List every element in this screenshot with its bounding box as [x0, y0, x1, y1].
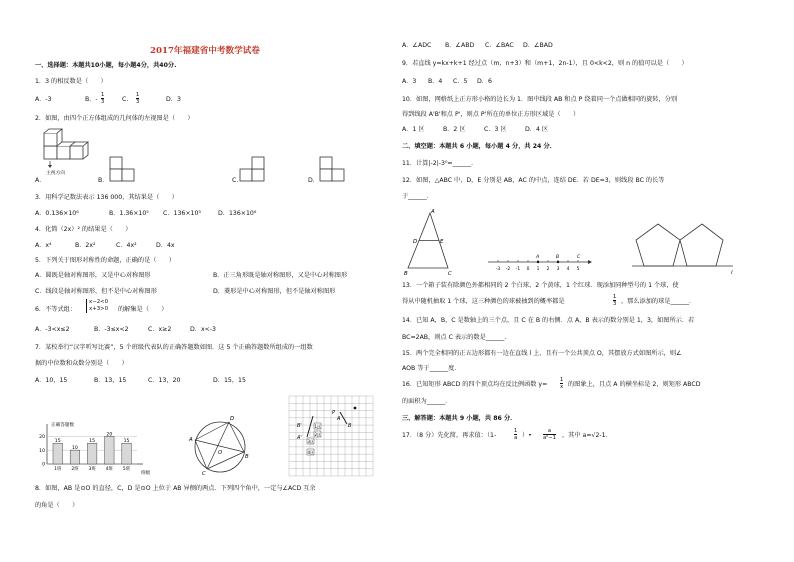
- grid-region-3: 3区: [307, 439, 315, 444]
- chart-data-label: 20: [106, 432, 113, 438]
- question-7-line-1: 7．某校举行“汉字听写比赛”，5 个班级代表队的正确答题数如图．这 5 个正确答题数所组成的一组数: [35, 344, 313, 351]
- circle-label-o: O: [218, 450, 223, 456]
- q7-option-d: D．15，15: [213, 377, 246, 384]
- question-16-line-1-prefix: 16．已知矩形 ABCD 的四个顶点均在反比例函数 y=: [402, 381, 548, 388]
- chart-x-tick-label: 4班: [105, 467, 113, 472]
- q10-option-c: C．3 区: [484, 126, 507, 133]
- chart-y-tick-label: 0: [42, 462, 45, 468]
- q7-bar-chart: [33, 418, 158, 478]
- fraction-denominator: 3: [613, 301, 617, 307]
- q12-triangle-figure: [400, 205, 460, 277]
- q8-option-a: A．∠ADC: [402, 42, 432, 49]
- section-1-heading: 一、选择题：本题共10小题，每小题4分，共40分.: [35, 62, 177, 69]
- fraction-numerator: a: [543, 428, 556, 435]
- q3-option-a: A．0.136×10⁶: [35, 210, 79, 217]
- question-12-line-1: 12．如图，△ABC 中，D，E 分别是 AB，AC 的中点，连结 DE．若 DE=3，则线段 BC 的长等: [402, 177, 665, 184]
- fraction-numerator: 1: [514, 428, 518, 434]
- q14-number-line: [485, 250, 595, 276]
- circle-label-a: A: [189, 437, 193, 443]
- q9-option-b: B．4: [428, 78, 443, 85]
- fraction-numerator: 1: [101, 92, 105, 98]
- grid-label-b-prime: B': [297, 423, 302, 429]
- q8-option-b: B．∠ABD: [445, 42, 475, 49]
- fraction-denominator: a²−1: [543, 435, 556, 441]
- circle-label-d: D: [230, 416, 235, 422]
- question-17-prefix: 17．（8 分）先化简，再求值：（1-: [402, 432, 497, 439]
- question-11: 11．计算|-2|-3⁰=______．: [402, 160, 478, 167]
- question-5: 5．下列关于图形对称性的命题，正确的是（ ）: [35, 257, 176, 264]
- fraction-denominator: 3: [101, 99, 105, 105]
- question-4: 4．化简（2x）² 的结果是（ ）: [35, 226, 132, 233]
- q1-option-b-fraction: [101, 92, 104, 105]
- q3-option-d: D．136×10⁶: [218, 210, 257, 217]
- q1-option-a: A．-3: [35, 96, 52, 103]
- chart-bar: [122, 443, 131, 464]
- q2-option-c: C．: [232, 177, 243, 184]
- question-1: 1．3 的相反数是（ ）: [35, 78, 107, 85]
- numline-label-c: C: [577, 255, 581, 260]
- q10-option-d: D．4 区: [525, 126, 549, 133]
- question-2: 2．如图，由四个正方体组成的几何体的左视图是（ ）: [35, 115, 194, 122]
- numline-tick-label: 1: [536, 267, 540, 272]
- question-17-middle: ）•: [522, 432, 532, 439]
- q2-option-b: B．: [98, 177, 109, 184]
- chart-x-tick-label: 5班: [122, 467, 131, 472]
- q8-circle-figure: [180, 410, 260, 480]
- grid-label-b: B: [348, 423, 352, 429]
- q15-pentagons-figure: [630, 218, 740, 276]
- numline-tick-label: -2: [505, 267, 511, 272]
- question-16-line-2: 的面积为______．: [402, 398, 452, 405]
- question-15-line-1: 15．两个完全相同的正五边形都有一边在直线 l 上，且有一个公共顶点 O，其摆放方式如图所示，则∠: [402, 350, 682, 357]
- triangle-label-d: D: [413, 239, 418, 245]
- q6-inequality-2: x+3>0: [89, 306, 109, 312]
- q2-option-d: D．: [308, 177, 319, 184]
- grid-region-2: 2区: [314, 432, 322, 437]
- q5-option-b: B．正三角形既是轴对称图形，又是中心对称图形: [213, 272, 348, 279]
- chart-y-tick-label: 20: [39, 434, 45, 440]
- grid-region-1: 1区: [314, 424, 322, 429]
- triangle-label-a: A: [431, 209, 435, 215]
- q4-option-c: C．4x²: [116, 242, 137, 249]
- q4-option-a: A．x⁴: [35, 242, 52, 249]
- q10-grid-figure: [287, 394, 377, 478]
- question-13-line-2-suffix: ，那么添加的球是______．: [621, 298, 696, 305]
- grid-label-a: A: [337, 416, 341, 422]
- fraction-numerator: 1: [136, 92, 140, 98]
- q1-option-c-fraction: [136, 92, 139, 105]
- q6-option-c: C．x≥2: [148, 326, 172, 333]
- chart-x-axis-label: 班级: [141, 471, 151, 476]
- grid-label-p: P: [332, 410, 336, 416]
- chart-data-label: 10: [72, 446, 78, 452]
- fraction-denominator: a: [514, 435, 518, 441]
- pentagon-line-label: l: [731, 270, 733, 276]
- chart-data-label: 15: [54, 439, 61, 445]
- question-6-suffix: 的解集是（ ）: [118, 306, 168, 313]
- fraction-denominator: 3: [136, 99, 140, 105]
- question-14-line-1: 14．已知 A，B，C 是数轴上的三个点，且 C 在 B 的右侧．点 A，B 表示的数分别是 1，3，如图所示．若: [402, 317, 695, 324]
- q9-option-a: A．3: [402, 78, 417, 85]
- section-2-heading: 二、填空题：本题共 6 小题，每小题 4 分，共 24 分．: [402, 143, 556, 150]
- triangle-label-e: E: [440, 239, 444, 245]
- question-7-line-2: 据的中位数和众数分别是（ ）: [35, 360, 128, 367]
- q1-option-d: D．3: [166, 96, 181, 103]
- q8-option-d: D．∠BAD: [523, 42, 553, 49]
- q7-option-c: C．13，20: [148, 377, 181, 384]
- q10-option-b: B．2 区: [443, 126, 466, 133]
- q17-fraction-2: [543, 428, 556, 441]
- q4-option-d: D．4x: [156, 242, 175, 249]
- q5-option-d: D．菱形是中心对称图形，但不是轴对称图形: [213, 288, 336, 295]
- question-10-line-1: 10．如图，网格纸上正方形小格的边长为 1．图中线段 AB 和点 P 绕着同一个点做相同的旋转，分别: [402, 96, 678, 103]
- q9-option-c: C．5: [453, 78, 468, 85]
- q3-option-c: C．136×10³: [163, 210, 201, 217]
- q1-option-b: B．-: [85, 96, 98, 103]
- chart-y-tick-label: 10: [39, 448, 45, 454]
- q6-inequality-system: [86, 299, 108, 313]
- question-3: 3．用科学记数法表示 136 000，其结果是（ ）: [35, 194, 178, 201]
- q2-option-b-figure: [108, 155, 138, 185]
- question-10-line-2: 得到线段 A'B'和点 P'，则点 P'所在的单位正方形区域是（ ）: [402, 111, 580, 118]
- q6-option-a: A．-3<x≤2: [35, 326, 70, 333]
- q5-option-a: A．圆既是轴对称图形，又是中心对称图形: [35, 272, 151, 279]
- question-15-line-2: AOB 等于______度．: [402, 365, 461, 372]
- q2-option-d-figure: [318, 155, 348, 185]
- question-14-line-2: BC=2AB，则点 C 表示的数是______．: [402, 334, 511, 341]
- q1-option-c: C．: [122, 96, 133, 103]
- circle-label-c: C: [202, 471, 206, 477]
- q7-option-a: A．10，15: [35, 377, 68, 384]
- q16-fraction: [560, 377, 563, 390]
- q17-fraction-1: [514, 428, 517, 441]
- q7-option-b: B．13，15: [94, 377, 127, 384]
- question-16-line-1-suffix: 的图象上，且点 A 的横坐标是 2，则矩形 ABCD: [568, 381, 701, 388]
- numline-label-a: A: [536, 255, 540, 260]
- q6-inequality-1: x−2<0: [89, 299, 109, 305]
- chart-bar: [53, 443, 62, 464]
- q6-option-d: D．x<-3: [190, 326, 216, 333]
- numline-tick-label: 2: [546, 267, 550, 272]
- q8-option-c: C．∠BAC: [485, 42, 514, 49]
- q2-option-a: A．: [35, 177, 46, 184]
- fraction-numerator: 1: [560, 377, 564, 383]
- q10-option-a: A．1 区: [402, 126, 425, 133]
- chart-bar: [87, 443, 96, 464]
- circle-label-b: B: [245, 454, 249, 460]
- question-17-suffix: ，其中 a=√2-1．: [562, 432, 612, 439]
- chart-data-label: 15: [123, 439, 130, 445]
- triangle-label-b: B: [404, 271, 408, 277]
- numline-tick-label: -3: [495, 267, 501, 272]
- chart-x-tick-label: 2班: [71, 467, 79, 472]
- question-9: 9．若直线 y=kx+k+1 经过点（m，n+3）和（m+1，2n-1），且 0<k<2，则 n 的值可以是（ ）: [402, 60, 688, 67]
- chart-data-label: 15: [89, 439, 96, 445]
- grid-region-4: 4区: [307, 450, 315, 455]
- fraction-denominator: x: [560, 384, 564, 390]
- q2-solid-figure: [38, 128, 98, 174]
- grid-label-a-prime: A': [297, 435, 302, 441]
- question-8-line-2: 的角是（ ）: [35, 502, 79, 509]
- numline-tick-label: 5: [576, 267, 580, 272]
- q2-view-direction-label: 主视方向: [46, 171, 66, 176]
- question-12-line-2: 于______．: [402, 193, 433, 200]
- chart-x-tick-label: 3班: [88, 467, 96, 472]
- triangle-label-c: C: [448, 271, 452, 277]
- chart-bar: [105, 436, 114, 464]
- q13-fraction: [613, 294, 616, 307]
- question-8-line-1: 8．如图，AB 是⊙O 的直径，C，D 是⊙O 上位于 AB 异侧的两点．下列四个角中，一定与∠ACD 互余: [35, 485, 316, 492]
- q4-option-b: B．2x²: [75, 242, 96, 249]
- chart-x-tick-label: 1班: [54, 467, 62, 472]
- section-3-heading: 三、解答题：本题共 9 小题，共 86 分．: [402, 415, 517, 422]
- question-13-line-2-prefix: 得从中随机抽取 1 个球，这三种颜色的球被抽到的概率都是: [402, 298, 565, 305]
- numline-label-b: B: [556, 255, 560, 260]
- fraction-numerator: 1: [613, 294, 617, 300]
- numline-tick-label: 3: [556, 267, 560, 272]
- numline-tick-label: 4: [566, 267, 570, 272]
- question-6-prefix: 6．不等式组：: [35, 306, 77, 313]
- q5-option-c: C．线段是轴对称图形，但不是中心对称图形: [35, 288, 157, 295]
- q9-option-d: D．6: [477, 78, 492, 85]
- question-13-line-1: 13．一个箱子装有除颜色外都相同的 2 个白球，2 个黄球，1 个红球．现添加同种型号的 1 个球，使: [402, 282, 679, 289]
- chart-y-axis-label: 正确答题数: [51, 423, 74, 428]
- q3-option-b: B．1.36×10⁵: [109, 210, 149, 217]
- chart-bar: [70, 450, 79, 464]
- numline-tick-label: 0: [526, 267, 530, 272]
- q6-option-b: B．-3≤x<2: [94, 326, 129, 333]
- numline-tick-label: -1: [515, 267, 521, 272]
- exam-title: 2017年福建省中考数学试卷: [150, 46, 260, 56]
